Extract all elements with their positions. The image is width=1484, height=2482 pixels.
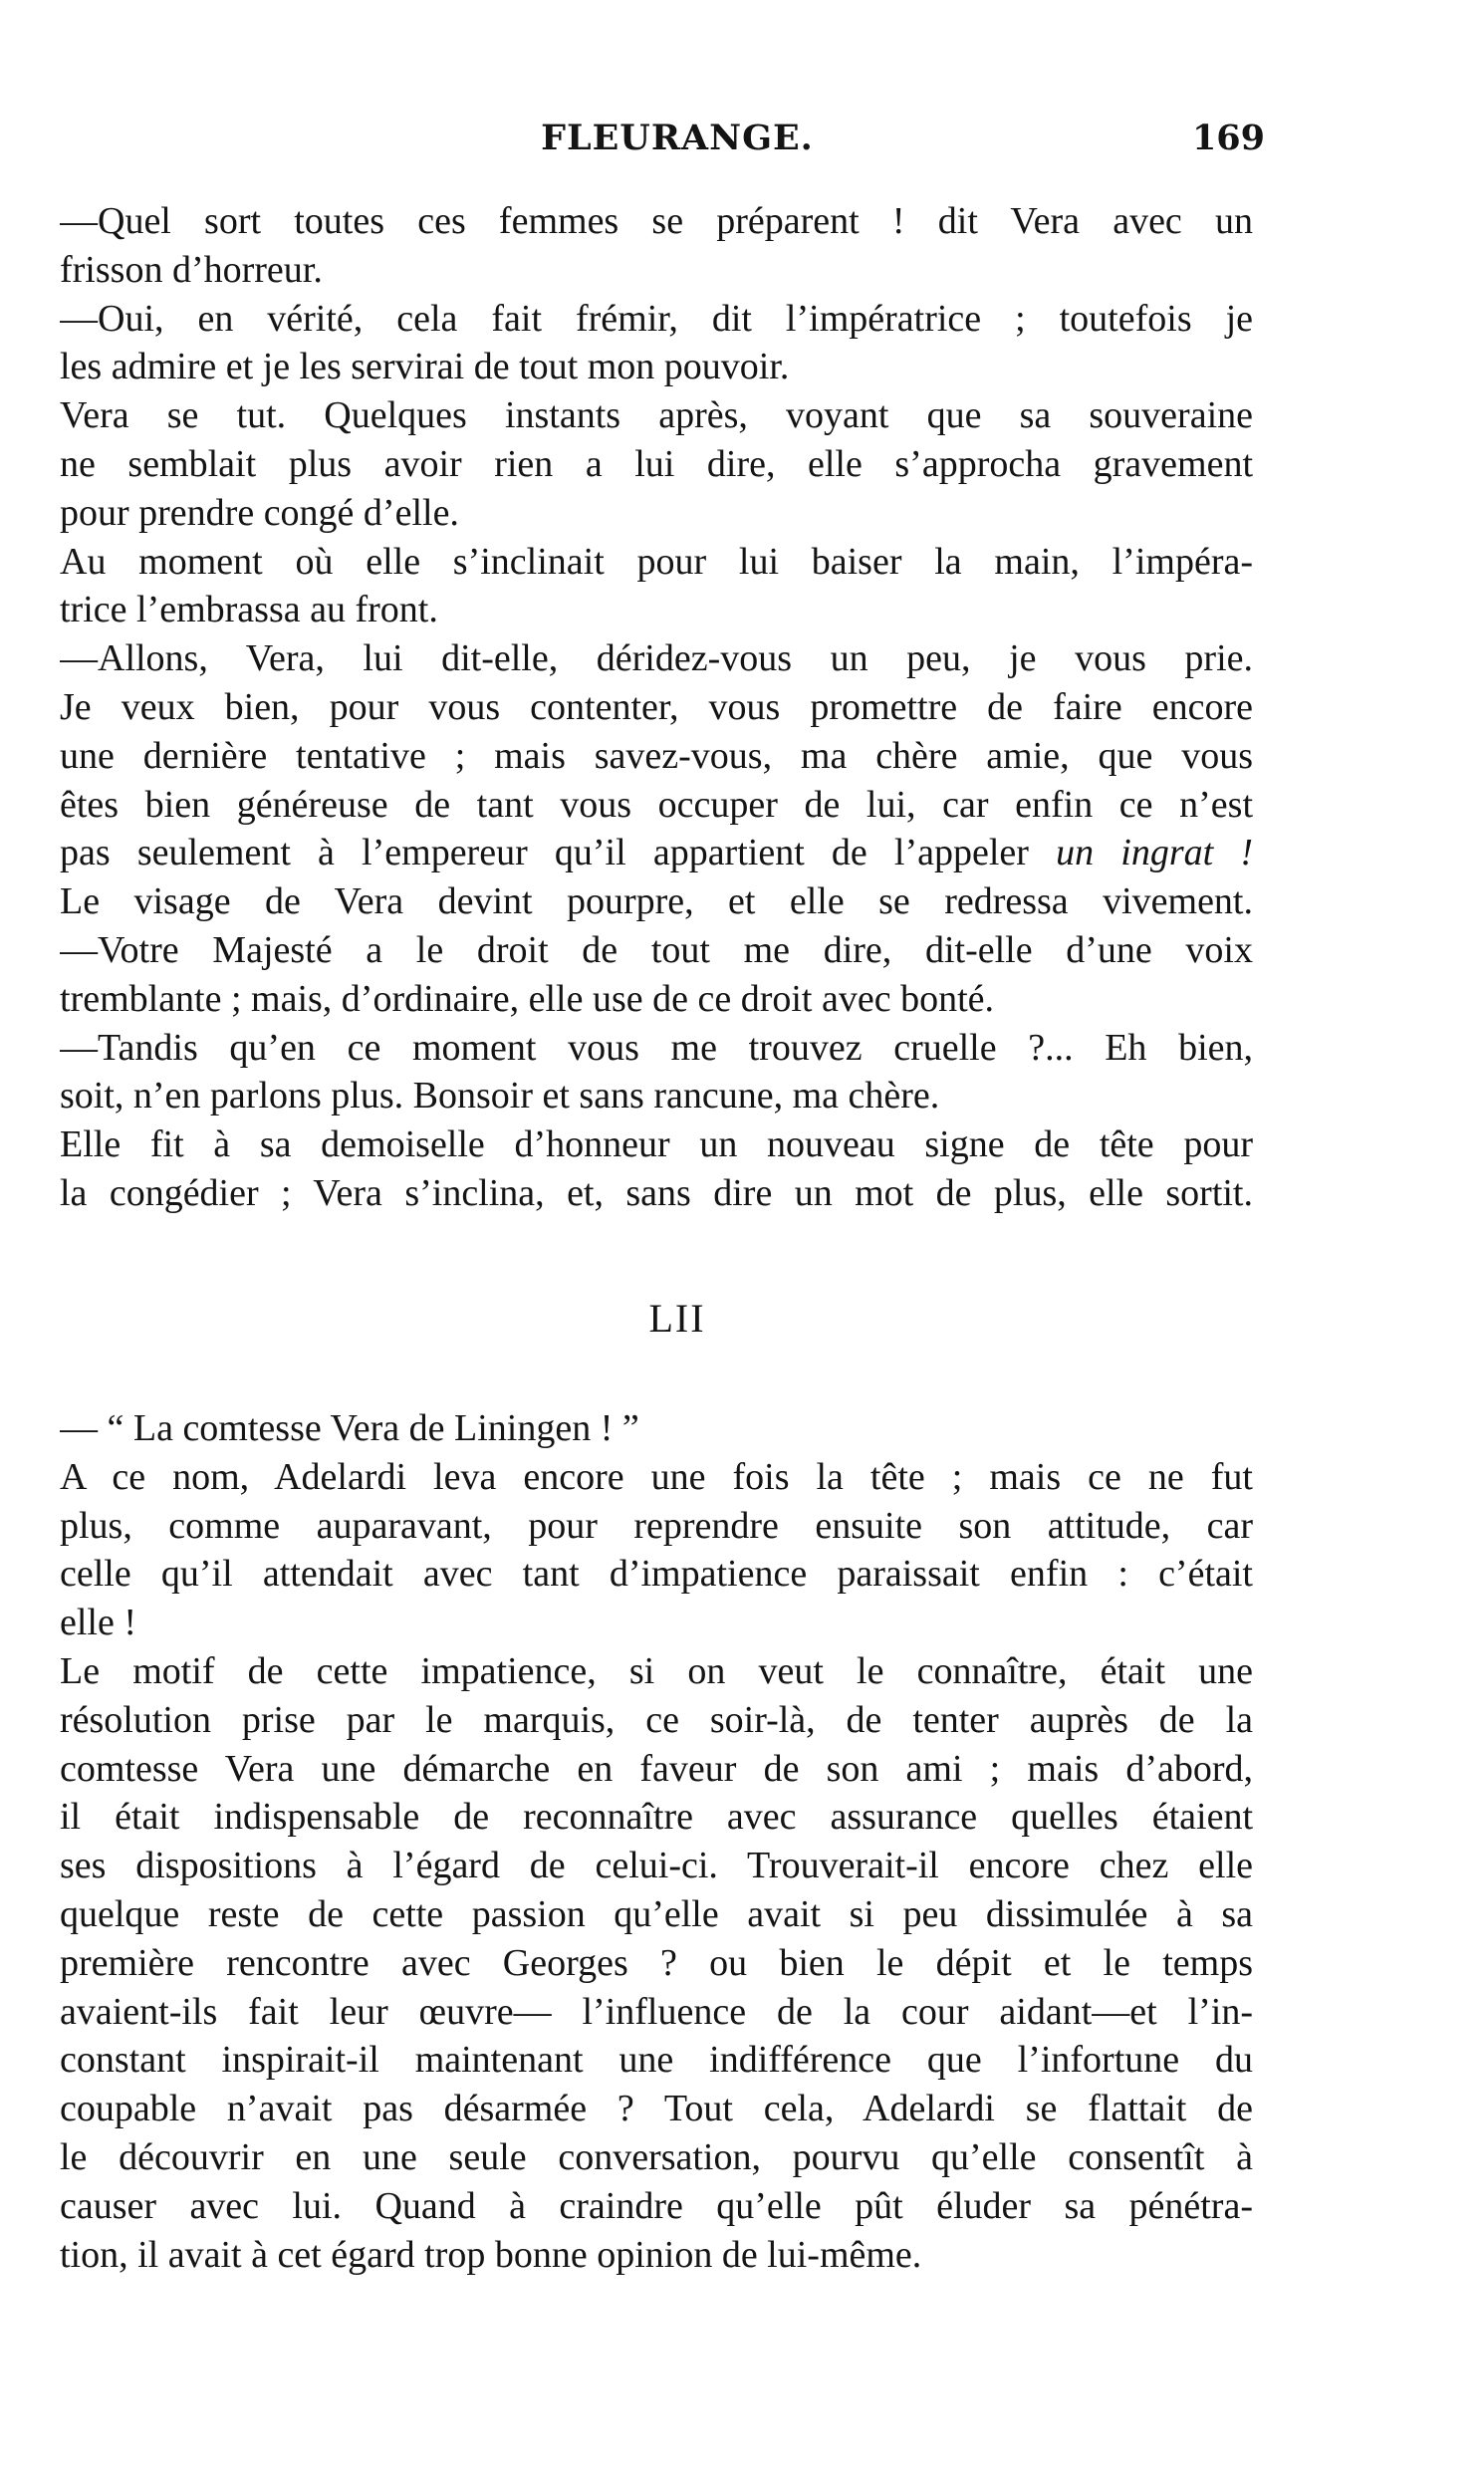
text-line-with-italic	[60, 829, 1253, 877]
text-line: trice l’embrassa au front.	[60, 589, 438, 631]
text-line: avaient-ils fait leur œuvre— l’influence de la cour aidant—et l’in-	[60, 1990, 1253, 2033]
text-line: —Tandis qu’en ce moment vous me trouvez cruelle ?... Eh bien,	[60, 1026, 1253, 1069]
text-line: pour prendre congé d’elle.	[60, 491, 459, 534]
text-line: comtesse Vera une démarche en faveur de son ami ; mais d’abord,	[60, 1747, 1253, 1790]
text-line: Le visage de Vera devint pourpre, et elle se redressa vivement.	[60, 880, 1253, 923]
text-line: tion, il avait à cet égard trop bonne opinion de lui-même.	[60, 2233, 922, 2276]
text-line: soit, n’en parlons plus. Bonsoir et sans rancune, ma chère.	[60, 1075, 940, 1117]
section-one-text	[60, 197, 1253, 1218]
text-line: celle qu’il attendait avec tant d’impatience paraissait enfin : c’était	[60, 1553, 1253, 1596]
text-line: —Oui, en vérité, cela fait frémir, dit l’impératrice ; toutefois je	[60, 297, 1253, 340]
chapter-heading: LII	[648, 1296, 706, 1341]
text-line: A ce nom, Adelardi leva encore une fois la tête ; mais ce ne fut	[60, 1455, 1253, 1498]
text-line: il était indispensable de reconnaître avec assurance quelles étaient	[60, 1796, 1253, 1839]
text-line: Vera se tut. Quelques instants après, voyant que sa souveraine	[60, 394, 1253, 437]
text-line: Elle fit à sa demoiselle d’honneur un nouveau signe de tête pour	[60, 1123, 1253, 1166]
text-line: quelque reste de cette passion qu’elle avait si peu dissimulée à sa	[60, 1892, 1253, 1935]
text-line: la congédier ; Vera s’inclina, et, sans dire un mot de plus, elle sortit.	[60, 1171, 1253, 1214]
italic-phrase: un ingrat !	[1056, 832, 1253, 874]
page-number: 169	[1191, 118, 1265, 158]
text-line: ne semblait plus avoir rien a lui dire, elle s’approcha gravement	[60, 442, 1253, 485]
text-line: —Allons, Vera, lui dit-elle, déridez-vous un peu, je vous prie.	[60, 637, 1253, 680]
text-line: les admire et je les servirai de tout mon pouvoir.	[60, 346, 790, 388]
text-line: Au moment où elle s’inclinait pour lui baiser la main, l’impéra-	[60, 540, 1253, 583]
running-head	[90, 118, 1265, 177]
text-line: tremblante ; mais, d’ordinaire, elle use de ce droit avec bonté.	[60, 977, 995, 1020]
text-line: coupable n’avait pas désarmée ? Tout cela, Adelardi se flattait de	[60, 2088, 1253, 2130]
text-line: Je veux bien, pour vous contenter, vous promettre de faire encore	[60, 685, 1253, 728]
text-line: Le motif de cette impatience, si on veut le connaître, était une	[60, 1649, 1253, 1692]
text-line: plus, comme auparavant, pour reprendre ensuite son attitude, car	[60, 1504, 1253, 1547]
text-line: elle !	[60, 1602, 137, 1644]
text-segment: pas seulement à l’empereur qu’il appartient de l’appeler	[60, 832, 1029, 874]
text-line: résolution prise par le marquis, ce soir-là, de tenter auprès de la	[60, 1698, 1253, 1741]
text-line: le découvrir en une seule conversation, pourvu qu’elle consentît à	[60, 2135, 1253, 2178]
text-line: une dernière tentative ; mais savez-vous, ma chère amie, que vous	[60, 734, 1253, 777]
text-line: — “ La comtesse Vera de Liningen ! ”	[60, 1407, 639, 1449]
text-line: —Votre Majesté a le droit de tout me dire, dit-elle d’une voix	[60, 928, 1253, 971]
text-line: êtes bien généreuse de tant vous occuper de lui, car enfin ce n’est	[60, 783, 1253, 826]
section-two-text	[60, 1404, 1253, 2279]
text-line: causer avec lui. Quand à craindre qu’elle pût éluder sa pénétra-	[60, 2184, 1253, 2227]
text-line: —Quel sort toutes ces femmes se préparent ! dit Vera avec un	[60, 200, 1253, 242]
text-line: constant inspirait-il maintenant une indifférence que l’infortune du	[60, 2039, 1253, 2082]
text-line: frisson d’horreur.	[60, 248, 323, 291]
text-line: première rencontre avec Georges ? ou bien le dépit et le temps	[60, 1941, 1253, 1984]
running-title: FLEURANGE.	[541, 118, 814, 158]
text-line: ses dispositions à l’égard de celui-ci. Trouverait-il encore chez elle	[60, 1845, 1253, 1887]
